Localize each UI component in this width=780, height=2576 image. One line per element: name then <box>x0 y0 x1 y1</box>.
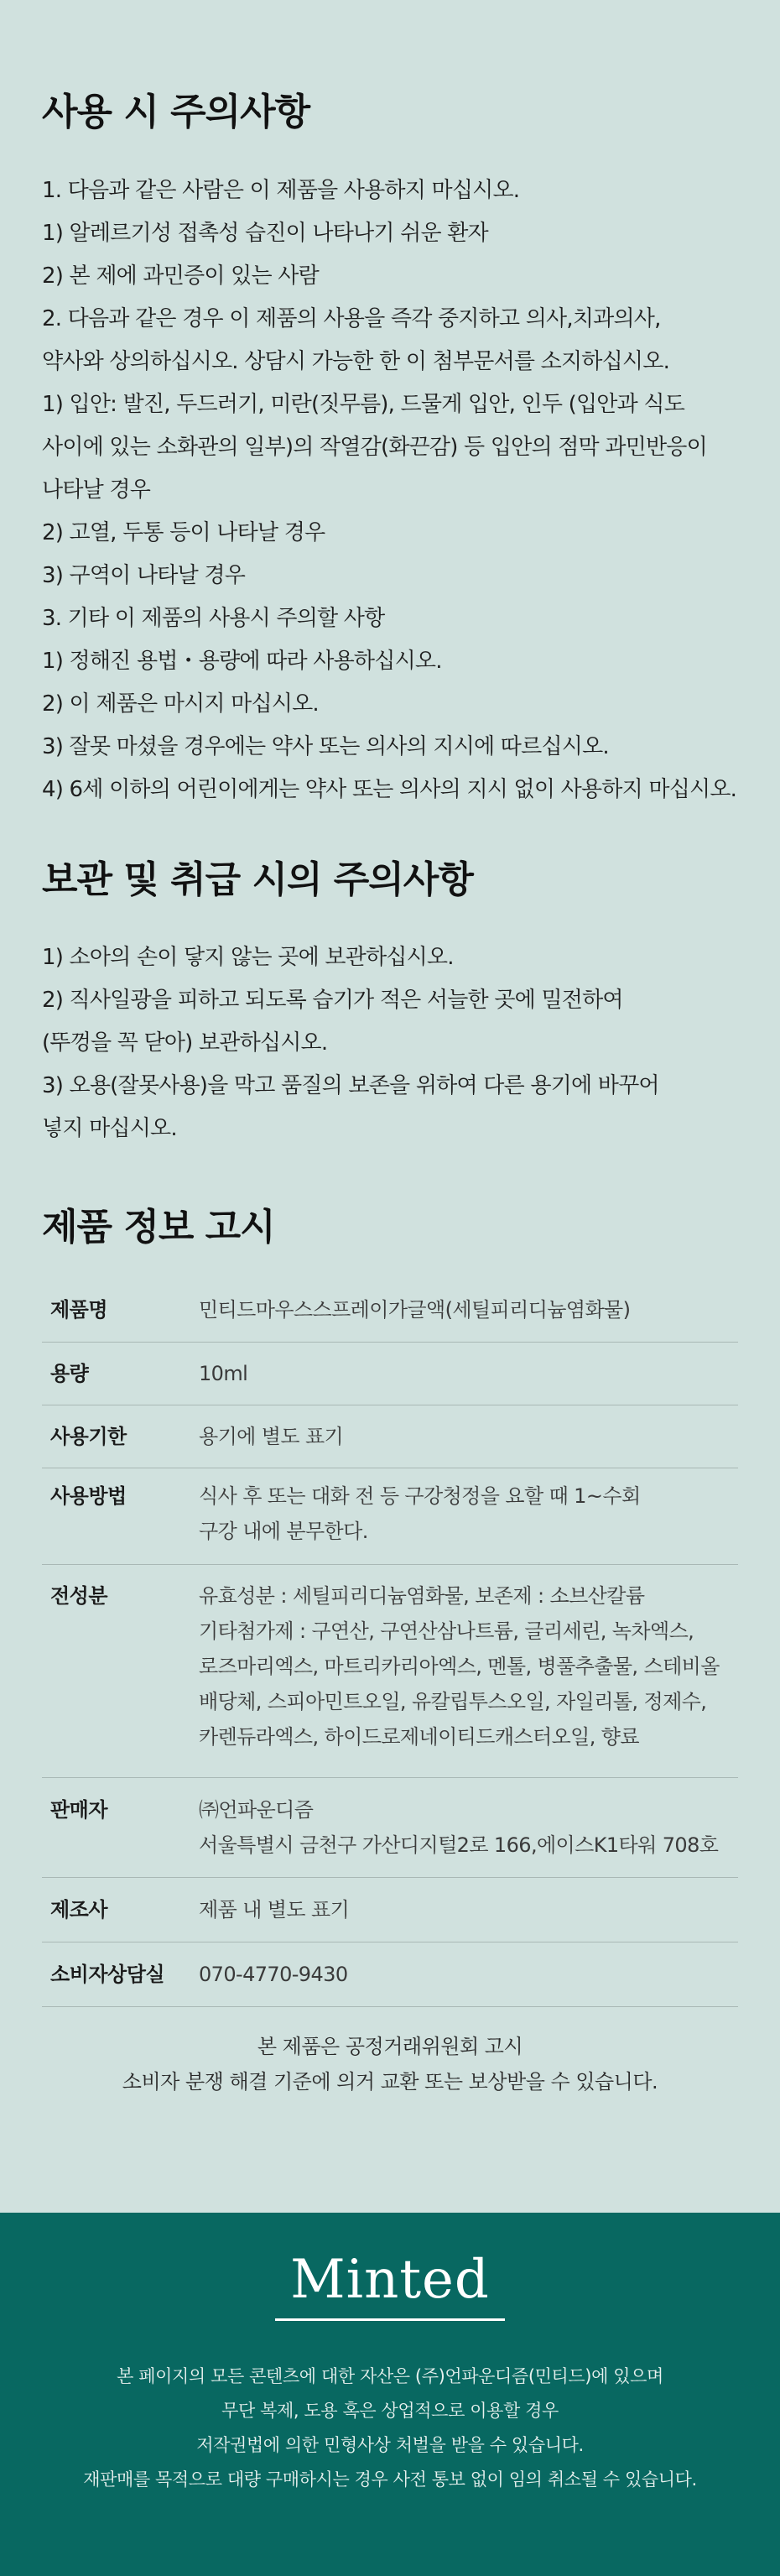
storage-precautions-list <box>42 936 738 1150</box>
storage-precaution-line: 3) 오용(잘못사용)을 막고 품질의 보존을 위하여 다른 용기에 바꾸어 <box>42 1073 659 1098</box>
row-label: 사용기한 <box>50 1425 127 1448</box>
row-value-line: 제품 내 별도 표기 <box>199 1898 350 1922</box>
row-value <box>199 1957 730 1992</box>
row-value-line: 기타첨가제 : 구연산, 구연산삼나트륨, 글리세린, 녹차엑스, <box>199 1619 694 1643</box>
table-row <box>42 1405 738 1468</box>
row-label: 용량 <box>50 1362 89 1385</box>
row-value <box>199 1419 730 1454</box>
copyright-notice <box>0 2360 780 2497</box>
usage-precaution-line: 2) 본 제에 과민증이 있는 사람 <box>42 263 319 289</box>
storage-precaution-line: (뚜껑을 꼭 닫아) 보관하십시오. <box>42 1030 328 1056</box>
table-row <box>42 1278 738 1343</box>
row-value-line: 용기에 별도 표기 <box>199 1425 344 1448</box>
notice-line: 소비자 분쟁 해결 기준에 의거 교환 또는 보상받을 수 있습니다. <box>122 2070 658 2094</box>
copyright-line: 무단 복제, 도용 혹은 상업적으로 이용할 경우 <box>221 2401 559 2421</box>
row-value <box>199 1478 730 1549</box>
usage-precaution-line: 3) 잘못 마셨을 경우에는 약사 또는 의사의 지시에 따르십시오. <box>42 734 609 759</box>
product-info-title: 제품 정보 고시 <box>42 1206 275 1249</box>
usage-precaution-line: 2) 이 제품은 마시지 마십시오. <box>42 691 319 717</box>
notice-line: 본 제품은 공정거래위원회 고시 <box>257 2035 523 2058</box>
row-value-line: 민티드마우스스프레이가글액(세틸피리디늄염화물) <box>199 1298 631 1322</box>
usage-precaution-line: 사이에 있는 소화관의 일부)의 작열감(화끈감) 등 입안의 점막 과민반응이 <box>42 435 707 460</box>
storage-precaution-line: 넣지 마십시오. <box>42 1116 177 1141</box>
usage-precaution-line: 4) 6세 이하의 어린이에게는 약사 또는 의사의 지시 없이 사용하지 마십시오. <box>42 777 737 802</box>
row-value-line: 서울특별시 금천구 가산디지털2로 166,에이스K1타워 708호 <box>199 1833 719 1857</box>
usage-precaution-line: 3) 구역이 나타날 경우 <box>42 563 246 588</box>
table-row <box>42 1468 738 1565</box>
row-label: 소비자상담실 <box>50 1963 165 1986</box>
usage-precautions-title: 사용 시 주의사항 <box>42 91 310 133</box>
row-label: 전성분 <box>50 1584 108 1608</box>
product-info-table <box>42 1278 738 2007</box>
row-value-line: 유효성분 : 세틸피리디늄염화물, 보존제 : 소브산칼륨 <box>199 1584 645 1608</box>
footer <box>0 2213 780 2576</box>
storage-precaution-line: 1) 소아의 손이 닿지 않는 곳에 보관하십시오. <box>42 945 454 970</box>
row-value <box>199 1892 730 1927</box>
copyright-line: 본 페이지의 모든 콘텐츠에 대한 자산은 (주)언파운디즘(민티드)에 있으며 <box>117 2366 663 2386</box>
row-value-line: ㈜언파운디즘 <box>199 1798 314 1822</box>
row-value <box>199 1792 730 1863</box>
row-label: 제품명 <box>50 1298 108 1322</box>
row-value-line: 배당체, 스피아민트오일, 유칼립투스오일, 자일리톨, 정제수, <box>199 1690 707 1713</box>
copyright-line: 저작권법에 의한 민형사상 처벌을 받을 수 있습니다. <box>196 2435 584 2455</box>
brand-logo: Minted <box>275 2253 505 2321</box>
usage-precaution-line: 1) 알레르기성 접촉성 습진이 나타나기 쉬운 환자 <box>42 221 488 246</box>
row-label: 사용방법 <box>50 1484 127 1508</box>
table-row <box>42 1878 738 1942</box>
storage-precaution-line: 2) 직사일광을 피하고 되도록 습기가 적은 서늘한 곳에 밀전하여 <box>42 988 623 1013</box>
usage-precaution-line: 1. 다음과 같은 사람은 이 제품을 사용하지 마십시오. <box>42 178 520 203</box>
row-value-line: 070-4770-9430 <box>199 1963 348 1986</box>
usage-precaution-line: 2) 고열, 두통 등이 나타날 경우 <box>42 520 325 545</box>
usage-precautions-list <box>42 169 738 811</box>
storage-precautions-title: 보관 및 취급 시의 주의사항 <box>42 858 473 901</box>
usage-precaution-line: 1) 정해진 용법・용량에 따라 사용하십시오. <box>42 649 442 674</box>
row-label: 판매자 <box>50 1798 108 1822</box>
row-value <box>199 1292 730 1327</box>
usage-precaution-line: 약사와 상의하십시오. 상담시 가능한 한 이 첨부문서를 소지하십시오. <box>42 349 670 374</box>
usage-precaution-line: 1) 입안: 발진, 두드러기, 미란(짓무름), 드물게 입안, 인두 (입안과 식도 <box>42 392 685 417</box>
row-value <box>199 1578 730 1755</box>
usage-precaution-line: 나타날 경우 <box>42 477 151 503</box>
usage-precaution-line: 3. 기타 이 제품의 사용시 주의할 사항 <box>42 606 385 631</box>
table-row <box>42 1778 738 1878</box>
usage-precaution-line: 2. 다음과 같은 경우 이 제품의 사용을 즉각 중지하고 의사,치과의사, <box>42 306 661 331</box>
copyright-line: 재판매를 목적으로 대량 구매하시는 경우 사전 통보 없이 임의 취소될 수 있습니다. <box>83 2469 697 2490</box>
row-value-line: 구강 내에 분무한다. <box>199 1520 368 1543</box>
row-value-line: 10ml <box>199 1362 248 1385</box>
table-row <box>42 1343 738 1405</box>
row-value-line: 식사 후 또는 대화 전 등 구강청정을 요할 때 1~수회 <box>199 1484 641 1508</box>
fair-trade-notice <box>42 2029 738 2099</box>
row-label: 제조사 <box>50 1898 108 1922</box>
row-value-line: 카렌듀라엑스, 하이드로제네이티드캐스터오일, 향료 <box>199 1725 639 1749</box>
table-row <box>42 1942 738 2007</box>
row-value <box>199 1356 730 1391</box>
row-value-line: 로즈마리엑스, 마트리카리아엑스, 멘톨, 병풀추출물, 스테비올 <box>199 1655 720 1678</box>
table-row <box>42 1565 738 1778</box>
